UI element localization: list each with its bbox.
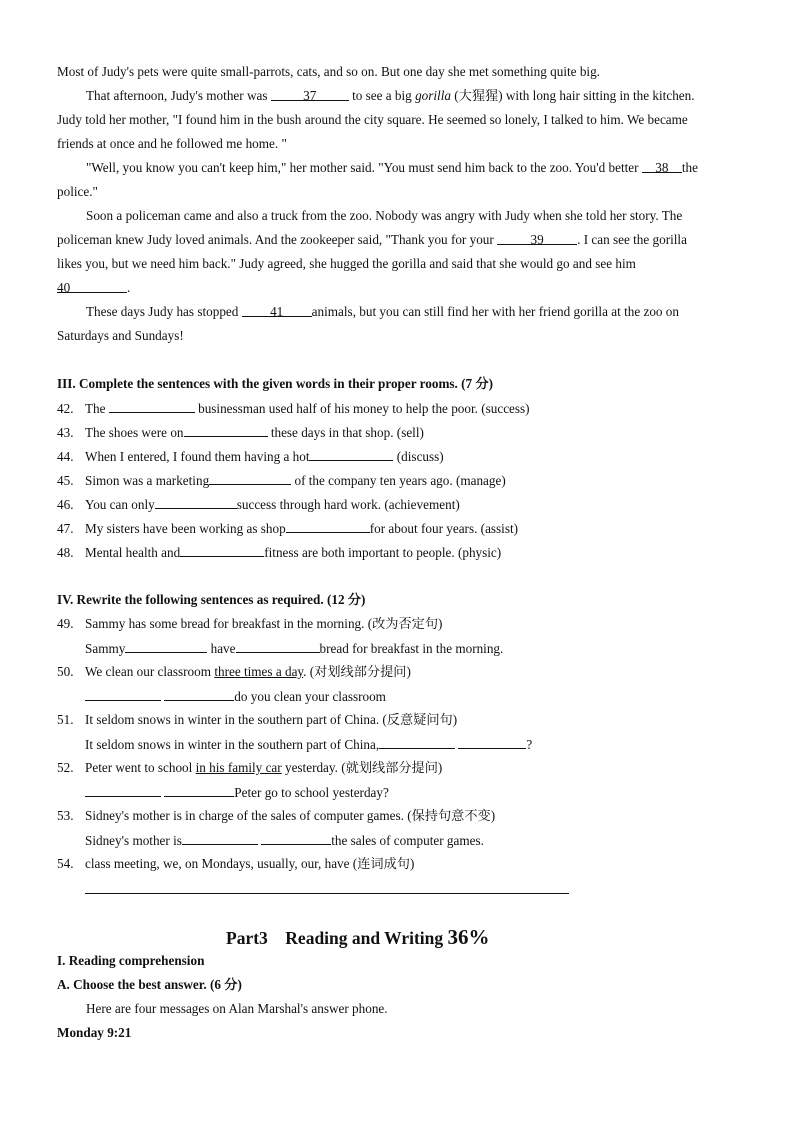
q44: 44. When I entered, I found them having a hot (discuss) [57, 449, 444, 464]
passage-line-10: 40 . [57, 280, 131, 295]
passage-line-8: policeman knew Judy loved animals. And the zookeeper said, "Thank you for your 39 . I can see the gorilla [57, 232, 687, 247]
answer-blank-53a[interactable] [182, 832, 258, 845]
passage-line-9: likes you, but we need him back." Judy agreed, she hugged the gorilla and said that she would go and see him [57, 256, 636, 271]
answer-blank-49b[interactable] [236, 640, 320, 653]
q45: 45. Simon was a marketing of the company ten years ago. (manage) [57, 473, 506, 488]
passage-line-6: police." [57, 184, 98, 199]
q52-answer: Peter go to school yesterday? [85, 784, 389, 801]
answer-blank-42[interactable] [109, 400, 195, 413]
q51: 51. It seldom snows in winter in the southern part of China. (反意疑问句) [57, 712, 458, 727]
q53: 53. Sidney's mother is in charge of the sales of computer games. (保持句意不变) [57, 808, 496, 823]
passage-line-11: These days Judy has stopped 41 animals, but you can still find her with her friend gorilla at the zoo on [86, 304, 679, 319]
answer-blank-50b[interactable] [164, 688, 234, 701]
passage-line-12: Saturdays and Sundays! [57, 328, 184, 343]
answer-blank-53b[interactable] [261, 832, 331, 845]
q47: 47. My sisters have been working as shop for about four years. (assist) [57, 521, 519, 536]
part3-title: Part3 Reading and Writing 36% [226, 925, 490, 949]
blank-39[interactable]: 39 [497, 232, 577, 245]
q52: 52. Peter went to school in his family car yesterday. (就划线部分提问) [57, 760, 443, 775]
part3-intro: Here are four messages on Alan Marshal's answer phone. [86, 1001, 388, 1016]
answer-blank-51b[interactable] [458, 736, 526, 749]
underlined-phrase: three times a day [214, 664, 304, 679]
blank-38[interactable]: 38 [642, 160, 682, 173]
passage-line-1: Most of Judy's pets were quite small-parrots, cats, and so on. But one day she met something quite big. [57, 64, 600, 79]
passage-line-7: Soon a policeman came and also a truck from the zoo. Nobody was angry with Judy when she told her story. The [86, 208, 683, 223]
passage-line-2: That afternoon, Judy's mother was 37 to see a big gorilla (大猩猩) with long hair sitting in the kitchen. [86, 88, 695, 103]
answer-blank-52b[interactable] [164, 784, 234, 797]
answer-blank-44[interactable] [309, 448, 393, 461]
q50-answer: do you clean your classroom [85, 688, 386, 705]
answer-blank-43[interactable] [184, 424, 268, 437]
passage-line-4: friends at once and he followed me home. " [57, 136, 287, 151]
q49-answer: Sammy have bread for breakfast in the morning. [85, 641, 504, 656]
underlined-phrase: in his family car [195, 760, 282, 775]
answer-blank-50a[interactable] [85, 688, 161, 701]
answer-blank-49a[interactable] [125, 640, 207, 653]
q54: 54. class meeting, we, on Mondays, usually, our, have (连词成句) [57, 856, 415, 871]
passage-line-5: "Well, you know you can't keep him," her mother said. "You must send him back to the zoo. You'd better 38 the [86, 160, 698, 175]
answer-blank-47[interactable] [286, 520, 370, 533]
q50: 50. We clean our classroom three times a day. (对划线部分提问) [57, 664, 411, 679]
message-time: Monday 9:21 [57, 1025, 132, 1040]
blank-37[interactable]: 37 [271, 88, 349, 101]
part3-section-a: A. Choose the best answer. (6 分) [57, 977, 242, 992]
q53-answer: Sidney's mother is the sales of computer games. [85, 833, 484, 848]
answer-blank-45[interactable] [209, 472, 291, 485]
answer-blank-52a[interactable] [85, 784, 161, 797]
q42: 42. The businessman used half of his money to help the poor. (success) [57, 401, 530, 416]
q51-answer: It seldom snows in winter in the southern part of China, ? [85, 737, 533, 752]
blank-40[interactable]: 40 [57, 280, 127, 293]
q48: 48. Mental health and fitness are both important to people. (physic) [57, 545, 502, 560]
section-3-heading: III. Complete the sentences with the given words in their proper rooms. (7 分) [57, 376, 494, 391]
q49: 49. Sammy has some bread for breakfast in the morning. (改为否定句) [57, 616, 443, 631]
part3-section-1: I. Reading comprehension [57, 953, 205, 968]
q46: 46. You can only success through hard work. (achievement) [57, 497, 460, 512]
answer-blank-51a[interactable] [379, 736, 455, 749]
passage-line-3: Judy told her mother, "I found him in the bush around the city square. He seemed so lonely, I talked to him. We became [57, 112, 688, 127]
answer-blank-48[interactable] [180, 544, 264, 557]
section-4-heading: IV. Rewrite the following sentences as required. (12 分) [57, 592, 366, 607]
blank-41[interactable]: 41 [242, 304, 312, 317]
answer-blank-46[interactable] [155, 496, 237, 509]
q43: 43. The shoes were on these days in that shop. (sell) [57, 425, 424, 440]
answer-line-54[interactable] [85, 893, 569, 894]
